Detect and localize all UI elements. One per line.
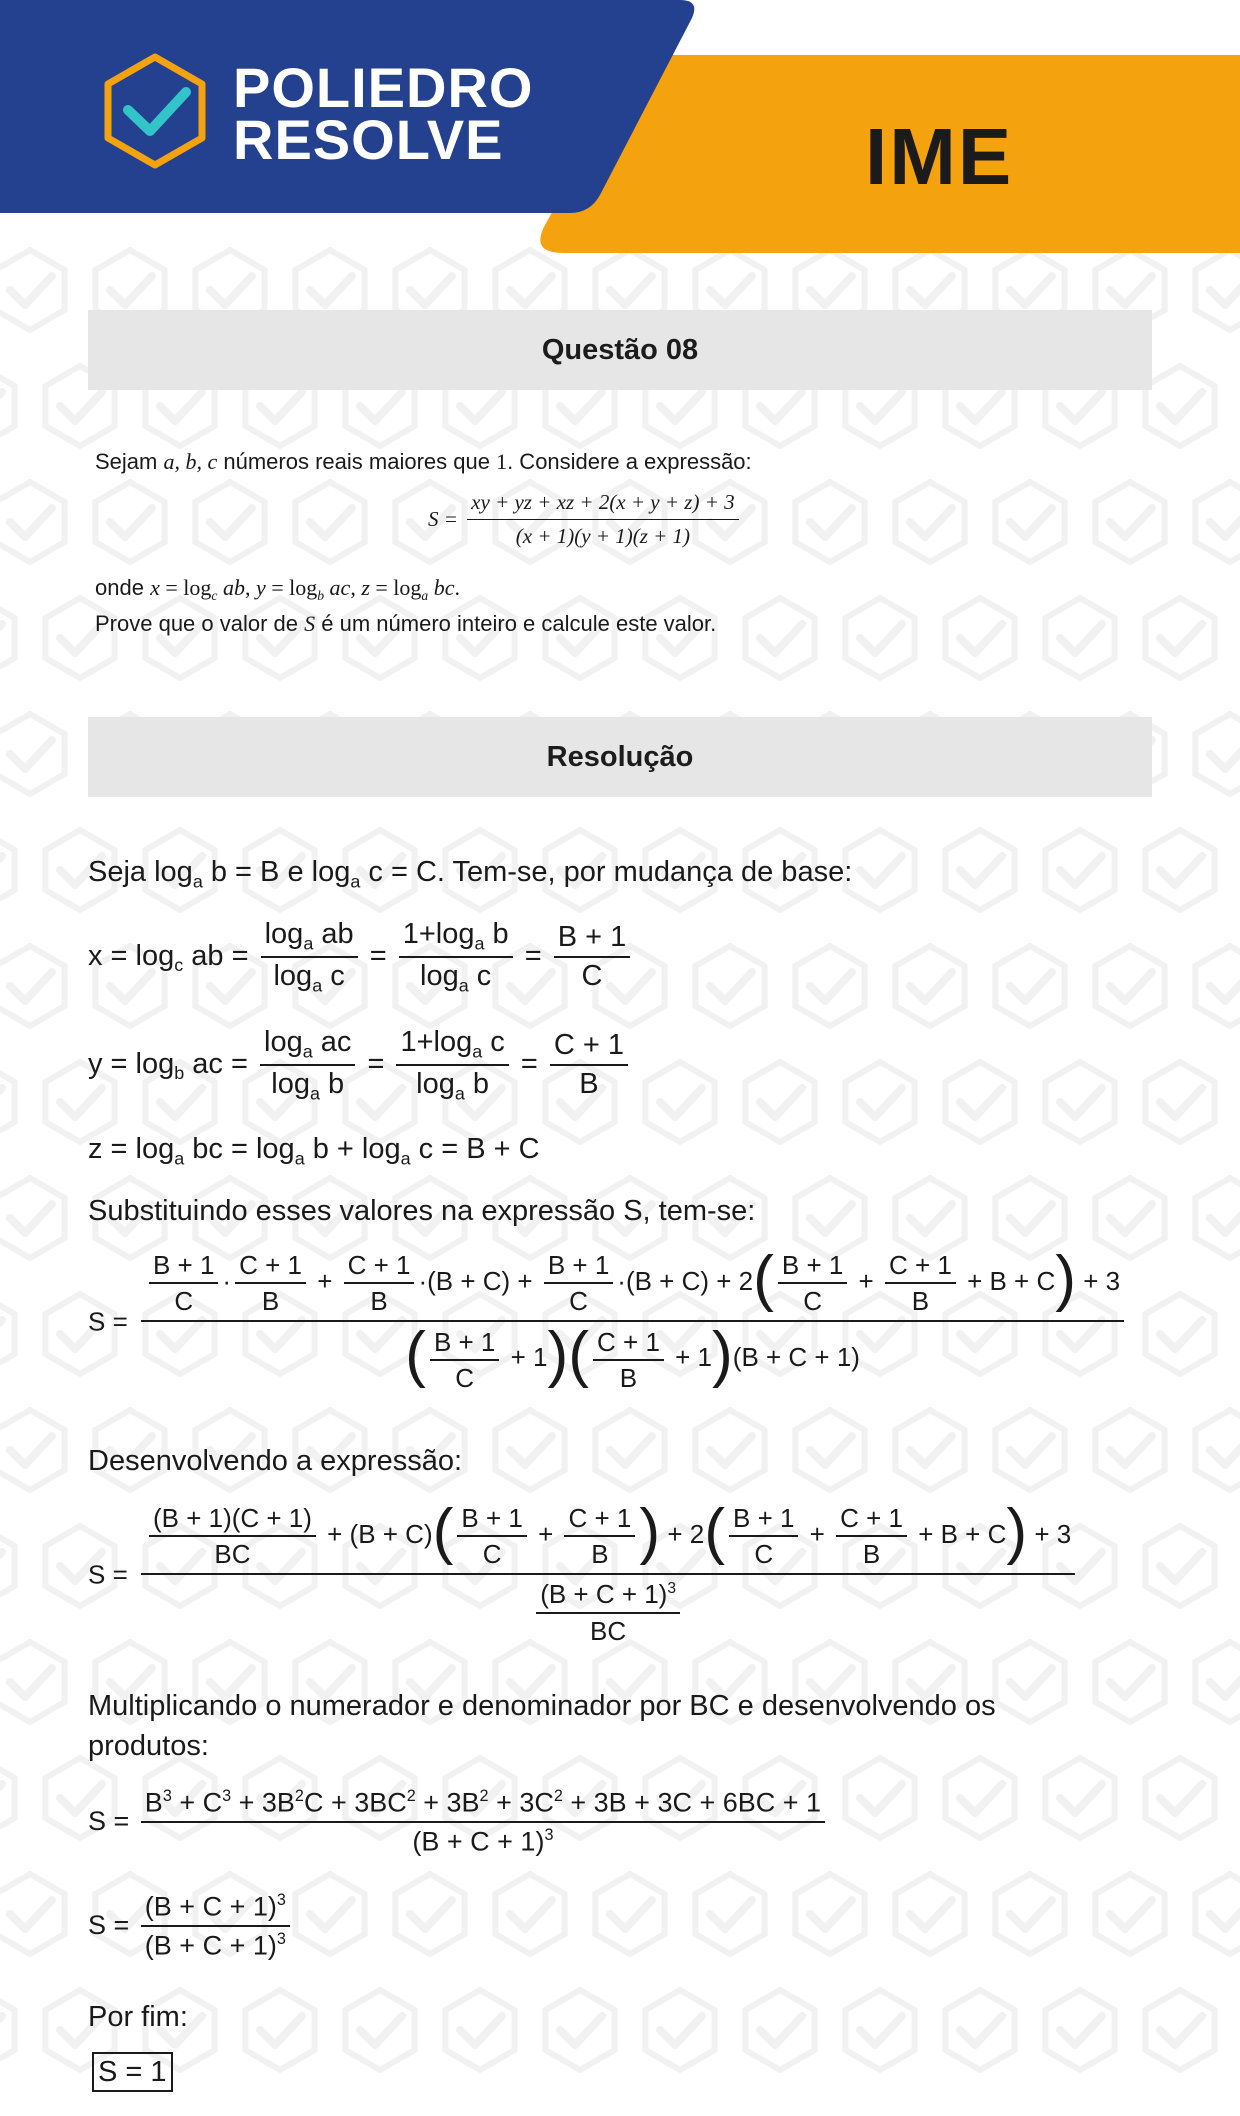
pattern-check-hexagon-icon xyxy=(1195,1410,1240,1490)
pattern-check-hexagon-icon xyxy=(845,1062,914,1142)
pattern-check-hexagon-icon xyxy=(1195,482,1240,562)
question-intro: Sejam a, b, c números reais maiores que 1. Considere a expressão: xyxy=(95,449,752,474)
pattern-check-hexagon-icon xyxy=(0,250,65,330)
pattern-check-hexagon-icon xyxy=(1145,1062,1214,1142)
brand-line1: POLIEDRO xyxy=(233,56,534,119)
solution-y: $y = \log_b$ ac = $\frac{\log_a ac}{\log_a b}$ = $\frac{1+\log_a c}{\log_a b}$ = $\frac{C + 1}{B}$ xyxy=(88,1028,632,1103)
exam-name: IME xyxy=(865,112,1014,201)
pattern-check-hexagon-icon xyxy=(1045,598,1114,678)
pattern-check-hexagon-icon xyxy=(695,946,764,1026)
pattern-check-hexagon-icon xyxy=(1195,714,1240,794)
brand-line2: RESOLVE xyxy=(233,108,504,171)
pattern-check-hexagon-icon xyxy=(0,1758,15,1838)
pattern-check-hexagon-icon xyxy=(795,482,864,562)
solution-s-expanded: S = $\frac{B^3 + C^3 + 3B^2C + 3BC^2 + 3B^2 + 3C^2 + 3B + 3C + 6BC + 1}{(B + C + 1)^3}$ xyxy=(88,1788,829,1855)
pattern-check-hexagon-icon xyxy=(795,946,864,1026)
pattern-check-hexagon-icon xyxy=(945,830,1014,910)
pattern-check-hexagon-icon xyxy=(0,946,65,1026)
pattern-check-hexagon-icon xyxy=(0,598,15,678)
pattern-check-hexagon-icon xyxy=(495,1874,564,1954)
pattern-check-hexagon-icon xyxy=(0,482,65,562)
pattern-check-hexagon-icon xyxy=(895,1178,964,1258)
pattern-check-hexagon-icon xyxy=(0,366,15,446)
pattern-check-hexagon-icon xyxy=(0,830,15,910)
solution-s-expression-2: S = $\frac{(B + 1)(C + 1)}{BC}$ + (B + C)( $\frac{B + 1}{C}$ + $\frac{C + 1}{B}$ ) + 2( $\frac{B + 1}{C}$ + $\frac{C + 1}{B}$ + B + C) + 3 $\frac{(B + C + 1)^3}{BC}$ xyxy=(88,1505,1079,1644)
pattern-check-hexagon-icon xyxy=(995,482,1064,562)
pattern-check-hexagon-icon xyxy=(1145,1758,1214,1838)
solution-substituindo: Substituindo esses valores na expressão S, tem-se: xyxy=(88,1195,756,1227)
pattern-check-hexagon-icon xyxy=(1045,1758,1114,1838)
question-title: Questão 08 xyxy=(541,333,699,366)
pattern-check-hexagon-icon xyxy=(995,946,1064,1026)
pattern-check-hexagon-icon xyxy=(1195,1874,1240,1954)
question-expression: S = $\frac{xy + yz + xz + 2(x + y + z) + 3}{(x + 1)(y + 1)(z + 1)}$ xyxy=(428,490,743,549)
question-title-bar xyxy=(88,310,1152,390)
solution-z: $z = \log_a$ bc = $\log_a b + \log_a c = B + C$ xyxy=(88,1133,540,1169)
pattern-check-hexagon-icon xyxy=(545,598,614,678)
pattern-check-hexagon-icon xyxy=(995,1410,1064,1490)
pattern-check-hexagon-icon xyxy=(1195,1642,1240,1722)
pattern-check-hexagon-icon xyxy=(745,1062,814,1142)
pattern-check-hexagon-icon xyxy=(495,1410,564,1490)
pattern-check-hexagon-icon xyxy=(945,1758,1014,1838)
pattern-check-hexagon-icon xyxy=(0,714,65,794)
pattern-check-hexagon-icon xyxy=(595,1410,664,1490)
pattern-check-hexagon-icon xyxy=(1145,598,1214,678)
pattern-check-hexagon-icon xyxy=(845,598,914,678)
pattern-check-hexagon-icon xyxy=(145,598,214,678)
pattern-check-hexagon-icon xyxy=(345,598,414,678)
pattern-check-hexagon-icon xyxy=(645,1062,714,1142)
solution-desenvolvendo: Desenvolvendo a expressão: xyxy=(88,1445,463,1477)
pattern-check-hexagon-icon xyxy=(95,482,164,562)
pattern-check-hexagon-icon xyxy=(895,946,964,1026)
solution-multiplicando-2: produtos: xyxy=(88,1730,209,1762)
pattern-check-hexagon-icon xyxy=(695,1410,764,1490)
pattern-check-hexagon-icon xyxy=(845,830,914,910)
pattern-check-hexagon-icon xyxy=(0,1410,65,1490)
solution-porfim: Por fim: xyxy=(88,2001,188,2033)
solution-s-expression-1: S = $\frac{B + 1}{C}$ · $\frac{C + 1}{B}$ + $\frac{C + 1}{B}$ ·(B + C) + $\frac{B + 1}{C}$ ·(B + C) + 2( $\frac{B + 1}{C}$ + $\frac{C + 1}{B}$ + B + C) + 3 ( $\frac{B + 1}{C}$ + 1)( $\frac{C + 1}{B}$ + 1)(B + C + 1) xyxy=(88,1252,1128,1391)
pattern-check-hexagon-icon xyxy=(695,1874,764,1954)
pattern-check-hexagon-icon xyxy=(995,1874,1064,1954)
pattern-check-hexagon-icon xyxy=(1145,1526,1214,1606)
pattern-check-hexagon-icon xyxy=(895,1874,964,1954)
pattern-check-hexagon-icon xyxy=(795,1178,864,1258)
pattern-check-hexagon-icon xyxy=(745,598,814,678)
pattern-check-hexagon-icon xyxy=(595,1874,664,1954)
pattern-check-hexagon-icon xyxy=(1195,946,1240,1026)
pattern-check-hexagon-icon xyxy=(895,482,964,562)
solution-line1: Seja $\log_a b = B$ e $\log_a c = C$. Tem-se, por mudança de base: xyxy=(88,856,853,892)
pattern-check-hexagon-icon xyxy=(295,482,364,562)
solution-multiplicando-1: Multiplicando o numerador e denominador por BC e desenvolvendo os xyxy=(88,1690,996,1722)
pattern-check-hexagon-icon xyxy=(0,1178,65,1258)
pattern-check-hexagon-icon xyxy=(0,1642,65,1722)
pattern-check-hexagon-icon xyxy=(0,1526,15,1606)
pattern-check-hexagon-icon xyxy=(945,1062,1014,1142)
pattern-check-hexagon-icon xyxy=(795,1410,864,1490)
pattern-check-hexagon-icon xyxy=(995,1642,1064,1722)
pattern-check-hexagon-icon xyxy=(0,1294,15,1374)
pattern-check-hexagon-icon xyxy=(1045,830,1114,910)
pattern-check-hexagon-icon xyxy=(245,1990,314,2070)
resolution-title: Resolução xyxy=(546,740,694,773)
pattern-check-hexagon-icon xyxy=(645,1990,714,2070)
pattern-check-hexagon-icon xyxy=(345,1990,414,2070)
pattern-check-hexagon-icon xyxy=(0,1062,15,1142)
pattern-check-hexagon-icon xyxy=(1145,830,1214,910)
pattern-check-hexagon-icon xyxy=(1095,1410,1164,1490)
pattern-check-hexagon-icon xyxy=(1145,1990,1214,2070)
pattern-check-hexagon-icon xyxy=(845,1758,914,1838)
pattern-check-hexagon-icon xyxy=(945,598,1014,678)
question-task: Prove que o valor de S é um número inteiro e calcule este valor. xyxy=(95,611,717,636)
pattern-check-hexagon-icon xyxy=(745,1990,814,2070)
pattern-check-hexagon-icon xyxy=(845,1990,914,2070)
pattern-check-hexagon-icon xyxy=(645,598,714,678)
pattern-check-hexagon-icon xyxy=(195,482,264,562)
pattern-check-hexagon-icon xyxy=(1045,1062,1114,1142)
pattern-check-hexagon-icon xyxy=(0,1990,15,2070)
solution-final-answer: S = 1 xyxy=(92,2058,173,2087)
pattern-check-hexagon-icon xyxy=(45,598,114,678)
question-definitions: onde $x = \log_c$ ab, $y = \log_b$ ac, $z = \log_a$ bc. xyxy=(95,575,460,603)
pattern-check-hexagon-icon xyxy=(1095,946,1164,1026)
pattern-check-hexagon-icon xyxy=(945,1990,1014,2070)
pattern-check-hexagon-icon xyxy=(795,1874,864,1954)
solution-s-simplified: S = $\frac{(B + C + 1)^3}{(B + C + 1)^3}$ xyxy=(88,1892,294,1959)
solution-x: $x = \log_c$ ab = $\frac{\log_a ab}{\log_a c}$ = $\frac{1+\log_a b}{\log_a c}$ = $\frac{B + 1}{C}$ xyxy=(88,920,634,995)
pattern-check-hexagon-icon xyxy=(545,1990,614,2070)
pattern-check-hexagon-icon xyxy=(1095,482,1164,562)
pattern-check-hexagon-icon xyxy=(1145,366,1214,446)
pattern-check-hexagon-icon xyxy=(445,1990,514,2070)
pattern-check-hexagon-icon xyxy=(1195,1178,1240,1258)
pattern-check-hexagon-icon xyxy=(1095,1178,1164,1258)
header-banner xyxy=(0,0,1240,260)
pattern-check-hexagon-icon xyxy=(295,1874,364,1954)
pattern-check-hexagon-icon xyxy=(1145,1294,1214,1374)
pattern-check-hexagon-icon xyxy=(0,1874,65,1954)
pattern-check-hexagon-icon xyxy=(1095,1642,1164,1722)
resolution-title-bar xyxy=(88,717,1152,797)
pattern-check-hexagon-icon xyxy=(895,1410,964,1490)
pattern-check-hexagon-icon xyxy=(1195,250,1240,330)
pattern-check-hexagon-icon xyxy=(1045,1990,1114,2070)
pattern-check-hexagon-icon xyxy=(395,1874,464,1954)
pattern-check-hexagon-icon xyxy=(245,598,314,678)
pattern-check-hexagon-icon xyxy=(445,598,514,678)
pattern-check-hexagon-icon xyxy=(1095,1874,1164,1954)
